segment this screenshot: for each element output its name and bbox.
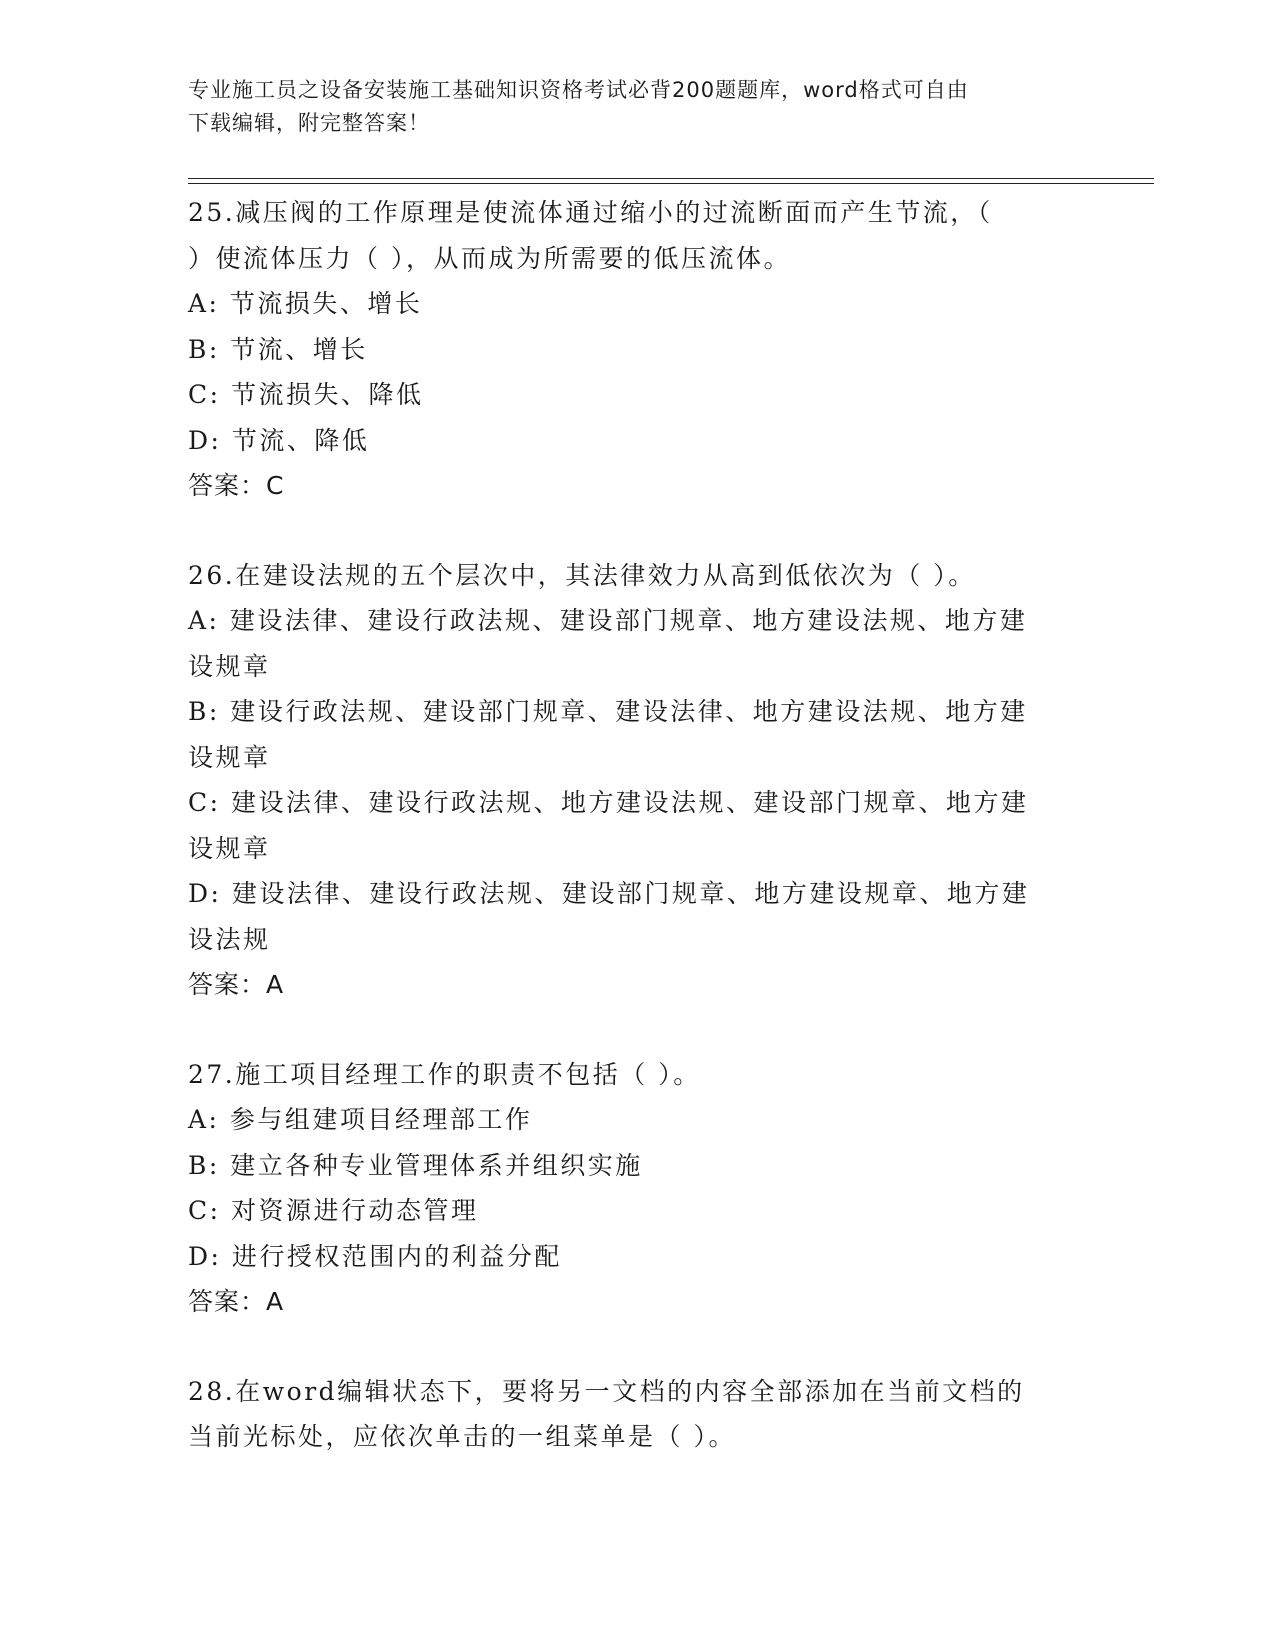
answer-option: 设规章: [188, 651, 271, 681]
question-list: [188, 190, 1088, 1460]
question-stem: 25.减压阀的工作原理是使流体通过缩小的过流断面而产生节流，（: [188, 198, 993, 227]
answer-option: D: 建设法律、建设行政法规、建设部门规章、地方建设规章、地方建: [188, 879, 1030, 908]
question-block: [188, 190, 1088, 509]
answer-option: C: 对资源进行动态管理: [188, 1196, 479, 1225]
header-line: 下载编辑，附完整答案！: [188, 111, 430, 135]
header-divider: [188, 178, 1154, 179]
question-block: [188, 1369, 1088, 1460]
document-header: [188, 74, 1088, 140]
question-stem: 26.在建设法规的五个层次中，其法律效力从高到低依次为（ ）。: [188, 560, 976, 590]
answer-key: 答案：C: [188, 471, 285, 500]
answer-option: B: 建设行政法规、建设部门规章、建设法律、地方建设法规、地方建: [188, 697, 1028, 726]
answer-option: D: 节流、降低: [188, 425, 370, 455]
answer-option: A: 节流损失、增长: [188, 289, 423, 318]
header-line: 专业施工员之设备安装施工基础知识资格考试必背200题题库，word格式可自由: [188, 78, 969, 102]
answer-option: B: 建立各种专业管理体系并组织实施: [188, 1150, 643, 1180]
answer-option: D: 进行授权范围内的利益分配: [188, 1241, 562, 1271]
question-block: [188, 553, 1088, 1008]
answer-option: 设规章: [188, 742, 271, 772]
answer-option: C: 节流损失、降低: [188, 380, 424, 409]
answer-key: 答案：A: [188, 970, 285, 999]
answer-option: B: 节流、增长: [188, 334, 368, 364]
question-stem: 当前光标处，应依次单击的一组菜单是（ ）。: [188, 1422, 736, 1451]
answer-key: 答案：A: [188, 1287, 285, 1316]
answer-option: A: 参与组建项目经理部工作: [188, 1105, 533, 1134]
question-stem: 28.在word编辑状态下，要将另一文档的内容全部添加在当前文档的: [188, 1376, 1025, 1406]
answer-option: 设规章: [188, 833, 271, 863]
answer-option: A: 建设法律、建设行政法规、建设部门规章、地方建设法规、地方建: [188, 606, 1028, 635]
question-block: [188, 1052, 1088, 1325]
answer-option: 设法规: [188, 924, 271, 954]
header-divider: [188, 183, 1154, 184]
question-stem: 27.施工项目经理工作的职责不包括（ ）。: [188, 1059, 701, 1089]
question-stem: ）使流体压力（ ），从而成为所需要的低压流体。: [188, 243, 791, 273]
answer-option: C: 建设法律、建设行政法规、地方建设法规、建设部门规章、地方建: [188, 788, 1029, 817]
